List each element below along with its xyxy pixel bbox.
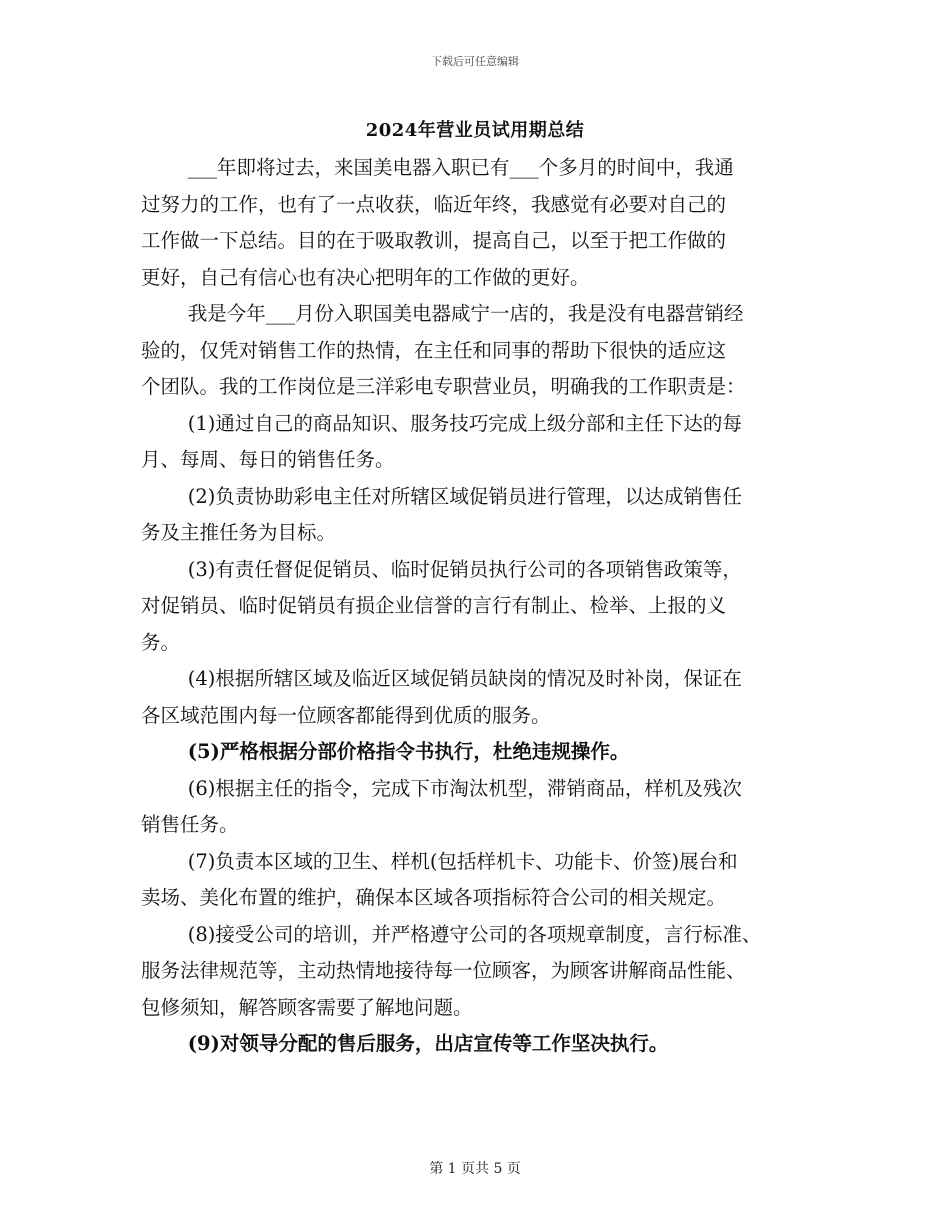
text-line: 个团队。我的工作岗位是三洋彩电专职营业员，明确我的工作职责是： bbox=[141, 375, 746, 398]
duty-item-3 bbox=[141, 552, 813, 662]
duty-item-6 bbox=[141, 771, 813, 844]
document-title: 2024年营业员试用期总结 bbox=[365, 120, 585, 141]
duty-item-8 bbox=[141, 917, 813, 1027]
text-line: 更好，自己有信心也有决心把明年的工作做的更好。 bbox=[141, 265, 590, 289]
text-line: 销售任务。 bbox=[141, 813, 239, 836]
text-line: 月、每周、每日的销售任务。 bbox=[141, 448, 395, 471]
text-line: 我是今年___月份入职国美电器咸宁一店的，我是没有电器营销经 bbox=[187, 302, 744, 325]
document-body bbox=[141, 150, 813, 1063]
page-header: 下载后可任意编辑 bbox=[431, 55, 519, 68]
text-line: (6)根据主任的指令，完成下市淘汰机型，滞销商品，样机及残次 bbox=[187, 776, 742, 800]
text-line: 务及主推任务为目标。 bbox=[141, 521, 337, 544]
text-line: 务。 bbox=[141, 630, 181, 654]
paragraph-role bbox=[141, 296, 813, 406]
text-line: (8)接受公司的培训，并严格遵守公司的各项规章制度，言行标准、 bbox=[187, 922, 762, 946]
text-line: 验的，仅凭对销售工作的热情，在主任和同事的帮助下很快的适应这 bbox=[141, 338, 727, 362]
text-line: 卖场、美化布置的维护，确保本区域各项指标符合公司的相关规定。 bbox=[141, 886, 727, 909]
text-line: (5)严格根据分部价格指令书执行，杜绝违规操作。 bbox=[187, 740, 630, 763]
text-line: (4)根据所辖区域及临近区域促销员缺岗的情况及时补岗，保证在 bbox=[187, 667, 742, 690]
duty-item-2 bbox=[141, 479, 813, 552]
text-line: 各区域范围内每一位顾客都能得到优质的服务。 bbox=[141, 703, 551, 727]
page-footer: 第 1 页共 5 页 bbox=[429, 1161, 521, 1177]
text-line: 包修须知，解答顾客需要了解地问题。 bbox=[141, 995, 473, 1019]
text-line: (9)对领导分配的售后服务，出店宣传等工作坚决执行。 bbox=[187, 1032, 669, 1055]
duty-item-1 bbox=[141, 406, 813, 479]
duty-item-4 bbox=[141, 661, 813, 734]
text-line: 对促销员、临时促销员有损企业信誉的言行有制止、检举、上报的义 bbox=[141, 594, 727, 617]
text-line: (2)负责协助彩电主任对所辖区域促销员进行管理，以达成销售任 bbox=[187, 484, 742, 508]
text-line: ___年即将过去，来国美电器入职已有___个多月的时间中，我通 bbox=[187, 156, 734, 179]
text-line: (7)负责本区域的卫生、样机(包括样机卡、功能卡、价签)展台和 bbox=[187, 849, 738, 873]
duty-item-7 bbox=[141, 844, 813, 917]
text-line: (3)有责任督促促销员、临时促销员执行公司的各项销售政策等， bbox=[187, 557, 742, 581]
duty-item-9 bbox=[141, 1026, 813, 1063]
paragraph-intro bbox=[141, 150, 813, 296]
text-line: 过努力的工作，也有了一点收获，临近年终，我感觉有必要对自己的 bbox=[141, 192, 727, 216]
text-line: (1)通过自己的商品知识、服务技巧完成上级分部和主任下达的每 bbox=[187, 411, 742, 435]
text-line: 服务法律规范等，主动热情地接待每一位顾客，为顾客讲解商品性能、 bbox=[141, 959, 746, 982]
text-line: 工作做一下总结。目的在于吸取教训，提高自己，以至于把工作做的 bbox=[141, 229, 727, 252]
duty-item-5 bbox=[141, 734, 813, 771]
